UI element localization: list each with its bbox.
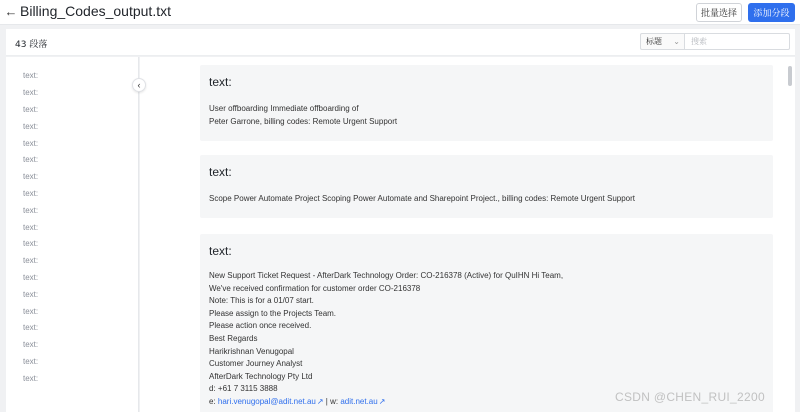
segment-text-line: New Support Ticket Request - AfterDark Technology Order: CO-216378 (Active) for QuIHN Hi Team, (209, 271, 564, 280)
segments-pane (137, 57, 795, 412)
segment-text-line: Scope Power Automate Project Scoping Power Automate and Sharepoint Project., billing codes: Remote Urgent Support (209, 194, 636, 203)
chevron-left-icon: ‹ (137, 80, 141, 90)
external-link-icon: ↗ (316, 396, 324, 406)
filter-select-value: 标题 (646, 37, 662, 46)
segment-text-line: Please action once received. (209, 321, 312, 331)
back-arrow-icon[interactable]: ← (4, 3, 18, 19)
segment-title: text: (209, 75, 232, 89)
segment-text-line: Customer Journey Analyst (209, 359, 303, 369)
segment-text-line: AfterDark Technology Pty Ltd (209, 371, 313, 381)
outline-item[interactable]: text: (23, 307, 39, 316)
outline-item[interactable]: text: (23, 273, 39, 282)
website-link[interactable]: adit.net.au (340, 396, 378, 406)
watermark: CSDN @CHEN_RUI_2200 (615, 390, 765, 404)
chevron-down-icon: ⌄ (673, 37, 680, 46)
batch-select-button[interactable]: 批量选择 (696, 3, 742, 22)
segment-text-line: d: +61 7 3115 3888 (209, 384, 278, 394)
outline-item[interactable]: text: (23, 206, 39, 215)
outline-item[interactable]: text: (23, 172, 39, 181)
outline-item[interactable]: text: (23, 155, 39, 164)
segment-text-line: User offboarding Immediate offboarding of (209, 104, 359, 113)
outline-item[interactable]: text: (23, 223, 39, 232)
segment-card[interactable] (200, 155, 773, 218)
outline-item[interactable]: text: (23, 239, 39, 248)
segment-text-line: Please assign to the Projects Team. (209, 308, 337, 318)
file-title: Billing_Codes_output.txt (20, 3, 171, 19)
add-segment-button[interactable]: 添加分段 (748, 3, 795, 22)
header-bar (0, 0, 800, 25)
outline-pane (6, 57, 139, 412)
email-link[interactable]: hari.venugopal@adit.net.au (217, 396, 316, 406)
outline-item[interactable]: text: (23, 105, 39, 114)
outline-item[interactable]: text: (23, 374, 39, 383)
outline-item[interactable]: text: (23, 357, 39, 366)
external-link-icon: ↗ (378, 396, 386, 406)
segment-toolbar (6, 29, 795, 56)
segment-text-line: Note: This is for a 01/07 start. (209, 296, 314, 306)
segment-card[interactable] (200, 65, 773, 141)
outline-item[interactable]: text: (23, 122, 39, 131)
collapse-outline-button[interactable] (132, 78, 146, 92)
outline-item[interactable]: text: (23, 88, 39, 97)
segment-text-line: Harikrishnan Venugopal (209, 346, 294, 356)
segment-card[interactable] (200, 234, 773, 412)
contact-separator: | w: (323, 396, 341, 406)
outline-item[interactable]: text: (23, 290, 39, 299)
segment-text-line: We've received confirmation for customer order CO-216378 (209, 283, 421, 293)
filter-select[interactable] (640, 33, 684, 50)
outline-item[interactable]: text: (23, 139, 39, 148)
segment-title: text: (209, 244, 232, 258)
outline-item[interactable]: text: (23, 189, 39, 198)
search-input[interactable] (684, 33, 790, 50)
outline-item[interactable]: text: (23, 71, 39, 80)
outline-item[interactable]: text: (23, 340, 39, 349)
segment-text-line: Best Regards (209, 333, 258, 343)
email-prefix: e: (209, 396, 218, 406)
outline-item[interactable]: text: (23, 256, 39, 265)
segment-title: text: (209, 165, 232, 179)
scrollbar-thumb[interactable] (788, 66, 792, 86)
segment-text-line: Peter Garrone, billing codes: Remote Urgent Support (209, 116, 398, 126)
segment-count: 43 段落 (15, 40, 48, 50)
outline-item[interactable]: text: (23, 323, 39, 332)
